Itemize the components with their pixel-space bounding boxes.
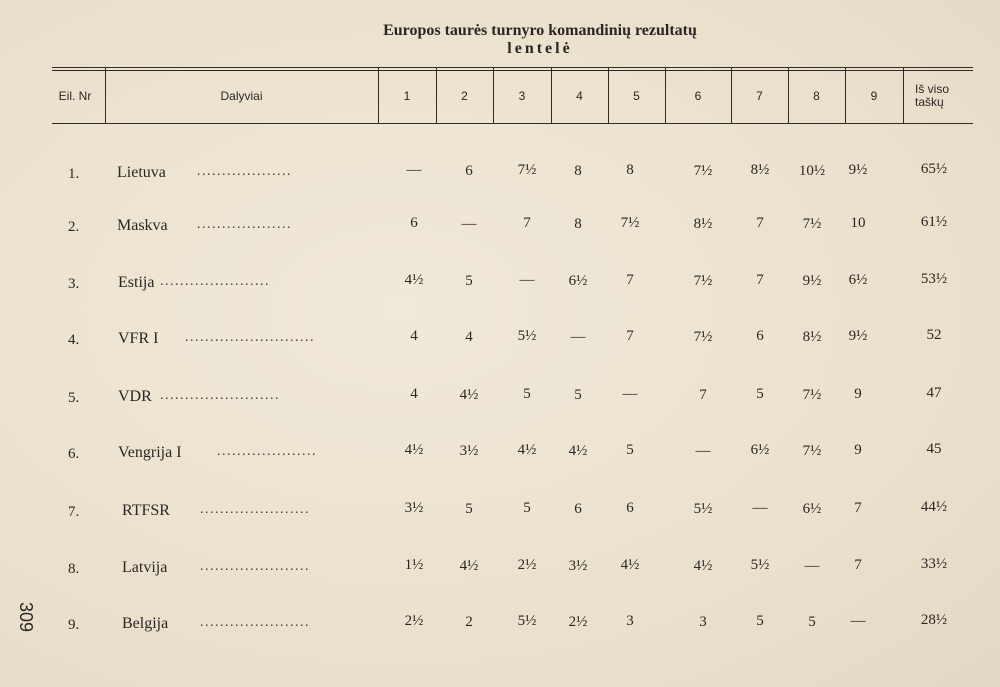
score-cell: 9 — [854, 386, 862, 402]
score-cell: 7½ — [802, 387, 822, 403]
score-cell: 8½ — [693, 216, 713, 232]
header-col-6: 6 — [694, 88, 702, 103]
row-number: 7. — [68, 504, 80, 520]
score-cell: 7 — [756, 272, 764, 288]
score-cell: 7½ — [802, 443, 822, 459]
leader-dots: .................... — [217, 444, 317, 459]
score-cell: — — [461, 216, 477, 232]
page-number: 309 — [16, 602, 36, 633]
score-cell: 8 — [574, 216, 582, 232]
score-cell: 4 — [410, 386, 418, 402]
table-row — [0, 162, 1000, 192]
score-cell: 10 — [850, 215, 866, 231]
table-title: Europos taurės turnyro komandinių rezultatų — [383, 22, 697, 39]
score-cell: — — [752, 500, 768, 516]
score-cell: 7 — [854, 500, 862, 516]
score-cell: 7½ — [620, 215, 640, 231]
score-cell: 5 — [465, 273, 473, 289]
score-cell: 3½ — [568, 558, 588, 574]
team-name: Maskva — [117, 217, 168, 234]
score-cell: — — [570, 329, 586, 345]
score-cell: 9 — [854, 442, 862, 458]
row-number: 4. — [68, 332, 80, 348]
score-cell: 4½ — [693, 558, 713, 574]
score-cell: 3 — [626, 613, 634, 629]
header-col-7: 7 — [756, 88, 763, 103]
team-name: Latvija — [122, 559, 168, 576]
score-cell: 5 — [756, 386, 764, 402]
column-divider — [903, 68, 904, 124]
score-cell: 6½ — [568, 273, 588, 289]
score-cell: 9½ — [802, 273, 822, 289]
score-cell: 9½ — [848, 162, 868, 178]
total-points: 53½ — [920, 271, 948, 287]
leader-dots: ........................ — [160, 388, 280, 403]
score-cell: 5 — [465, 501, 473, 517]
row-number: 2. — [68, 219, 80, 235]
total-points: 61½ — [920, 214, 948, 230]
total-points: 52 — [926, 327, 942, 343]
score-cell: 6½ — [802, 501, 822, 517]
header-col-2: 2 — [461, 88, 468, 103]
score-cell: 2½ — [517, 557, 537, 573]
score-cell: 7 — [699, 387, 707, 403]
score-cell: 5 — [756, 613, 764, 629]
header-col-9: 9 — [870, 88, 878, 103]
score-cell: 5½ — [693, 501, 713, 517]
score-cell: 7½ — [693, 273, 713, 289]
row-number: 6. — [68, 446, 80, 462]
row-number: 8. — [68, 561, 80, 577]
score-cell: 10½ — [798, 163, 826, 179]
team-name: Belgija — [122, 615, 169, 632]
row-number: 3. — [68, 276, 80, 292]
score-cell: 5 — [574, 387, 582, 403]
score-cell: 7½ — [517, 162, 537, 178]
score-cell: 4½ — [459, 387, 479, 403]
total-points: 44½ — [920, 499, 948, 515]
score-cell: 9½ — [848, 328, 868, 344]
score-cell: — — [695, 443, 711, 459]
score-cell: 5½ — [517, 328, 537, 344]
score-cell: 5 — [523, 500, 531, 516]
row-number: 5. — [68, 390, 80, 406]
score-cell: 7 — [523, 215, 531, 231]
score-cell: — — [804, 558, 820, 574]
score-cell: 6 — [410, 215, 418, 231]
table-row — [0, 272, 1000, 302]
team-name: VDR — [118, 388, 152, 405]
table-subtitle: lentelė — [507, 40, 573, 57]
score-cell: 8 — [626, 162, 634, 178]
score-cell: 8½ — [802, 329, 822, 345]
score-cell: 3½ — [459, 443, 479, 459]
score-cell: 5½ — [750, 557, 770, 573]
table-row — [0, 500, 1000, 530]
table-row — [0, 442, 1000, 472]
score-cell: 4½ — [404, 272, 424, 288]
score-cell: 4½ — [459, 558, 479, 574]
score-cell: — — [622, 386, 638, 402]
score-cell: 7 — [626, 272, 634, 288]
score-cell: 7 — [626, 328, 634, 344]
score-cell: 1½ — [404, 557, 424, 573]
leader-dots: ................... — [197, 164, 292, 179]
score-cell: 4 — [410, 328, 418, 344]
leader-dots: ...................... — [160, 274, 270, 289]
header-col-4: 4 — [576, 88, 583, 103]
score-cell: 5 — [523, 386, 531, 402]
score-cell: — — [519, 272, 535, 288]
score-cell: 4 — [465, 329, 473, 345]
leader-dots: ...................... — [200, 559, 310, 574]
header-col-5: 5 — [633, 88, 640, 103]
table-row — [0, 557, 1000, 587]
score-cell: 8½ — [750, 162, 770, 178]
header-col-1: 1 — [403, 88, 411, 103]
team-name: RTFSR — [122, 502, 170, 519]
score-cell: 3½ — [404, 500, 424, 516]
score-cell: 6 — [465, 163, 473, 179]
header-participants: Dalyviai — [220, 88, 263, 103]
leader-dots: ...................... — [200, 615, 310, 630]
leader-dots: ................... — [197, 217, 292, 232]
score-cell: — — [850, 613, 866, 629]
score-cell: 7 — [756, 215, 764, 231]
score-cell: 4½ — [517, 442, 537, 458]
total-points: 33½ — [920, 556, 948, 572]
row-number: 9. — [68, 617, 80, 633]
total-points: 45 — [926, 441, 942, 457]
header-col-3: 3 — [518, 88, 526, 103]
score-cell: — — [406, 162, 422, 178]
row-number: 1. — [68, 166, 80, 182]
total-points: 65½ — [920, 161, 948, 177]
score-cell: 6½ — [848, 272, 868, 288]
score-cell: 6 — [574, 501, 582, 517]
team-name: Lietuva — [117, 164, 166, 181]
header-number: Eil. Nr — [58, 88, 92, 103]
table-row — [0, 386, 1000, 416]
team-name: Estija — [118, 274, 155, 291]
leader-dots: .......................... — [185, 330, 315, 345]
team-name: Vengrija I — [118, 444, 182, 461]
header-total: Iš viso taškų — [915, 82, 950, 109]
score-cell: 6 — [626, 500, 634, 516]
table-row — [0, 613, 1000, 643]
score-cell: 4½ — [620, 557, 640, 573]
score-cell: 2½ — [568, 614, 588, 630]
team-name: VFR I — [118, 330, 159, 347]
total-points: 28½ — [920, 612, 948, 628]
score-cell: 5 — [808, 614, 816, 630]
score-cell: 6 — [756, 328, 764, 344]
total-points: 47 — [926, 385, 942, 401]
score-cell: 7½ — [693, 329, 713, 345]
score-cell: 3 — [699, 614, 707, 630]
table-row — [0, 215, 1000, 245]
score-cell: 8 — [574, 163, 582, 179]
score-cell: 5 — [626, 442, 634, 458]
score-cell: 7 — [854, 557, 862, 573]
score-cell: 4½ — [568, 443, 588, 459]
leader-dots: ...................... — [200, 502, 310, 517]
table-row — [0, 328, 1000, 358]
score-cell: 4½ — [404, 442, 424, 458]
score-cell: 6½ — [750, 442, 770, 458]
score-cell: 5½ — [517, 613, 537, 629]
score-cell: 2½ — [404, 613, 424, 629]
score-cell: 2 — [465, 614, 473, 630]
header-col-8: 8 — [813, 88, 820, 103]
score-cell: 7½ — [802, 216, 822, 232]
score-cell: 7½ — [693, 163, 713, 179]
